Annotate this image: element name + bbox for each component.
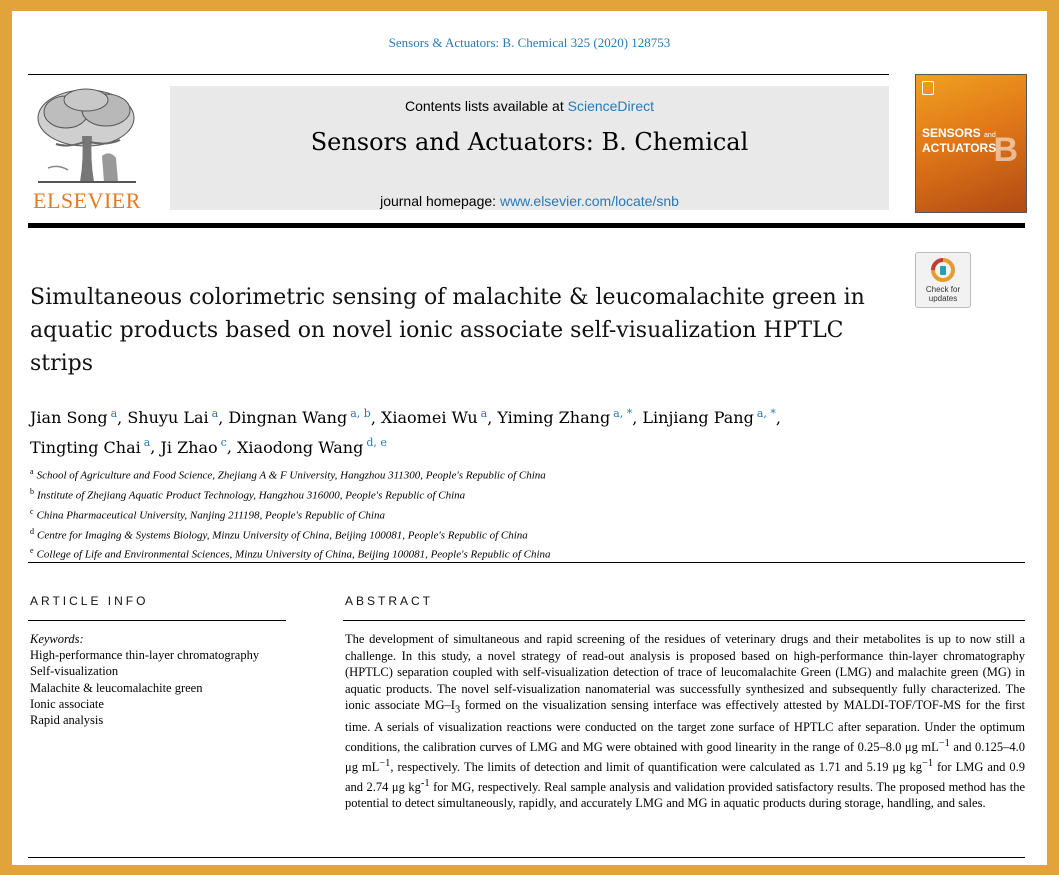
author-affiliation-mark[interactable]: a: [110, 407, 118, 420]
page-bottom-rule: [28, 857, 1025, 858]
journal-homepage-line: journal homepage: www.elsevier.com/locate/snb: [380, 193, 679, 209]
sciencedirect-link[interactable]: ScienceDirect: [567, 98, 654, 114]
info-top-rule: [28, 562, 1025, 563]
affiliation-item: [30, 543, 930, 563]
author[interactable]: [497, 408, 632, 427]
author[interactable]: [30, 438, 150, 457]
journal-header-band: [170, 86, 889, 210]
author-name[interactable]: Ji Zhao: [160, 437, 218, 457]
check-updates-icon: [931, 258, 955, 282]
author-affiliation-mark[interactable]: a, *: [613, 407, 633, 420]
author-affiliation-mark[interactable]: a, b: [350, 407, 371, 420]
affiliation-mark: a: [30, 467, 34, 476]
affiliation-text: School of Agriculture and Food Science, Zhejiang A & F University, Hangzhou 311300, People's Republic of China: [36, 469, 546, 482]
affiliation-item: [30, 504, 930, 524]
affiliation-mark: d: [30, 526, 34, 536]
article-info-rule: [28, 620, 286, 621]
keyword-item: Malachite & leucomalachite green: [30, 680, 203, 695]
author[interactable]: [381, 408, 487, 427]
affiliation-item: [30, 464, 930, 484]
header-top-rule: [28, 74, 889, 75]
check-updates-label: Check for updates: [925, 285, 961, 303]
author-name[interactable]: Xiaodong Wang: [237, 437, 364, 457]
affiliation-text: College of Life and Environmental Sciences, Minzu University of China, Beijing 100081, People's Republic of China: [36, 549, 551, 562]
elsevier-tree-icon: [28, 86, 146, 188]
author-affiliation-mark[interactable]: a: [211, 407, 219, 420]
author-name[interactable]: Jian Song: [30, 408, 108, 428]
author[interactable]: [228, 408, 370, 427]
author-name[interactable]: Shuyu Lai: [127, 408, 209, 428]
author-affiliation-mark[interactable]: c: [220, 436, 227, 450]
journal-citation[interactable]: Sensors & Actuators: B. Chemical 325 (2020) 128753: [388, 35, 671, 50]
keywords-list: [30, 647, 285, 728]
affiliation-mark: e: [30, 546, 34, 556]
author-name[interactable]: Dingnan Wang: [228, 408, 348, 428]
keyword-item: High-performance thin-layer chromatography: [30, 648, 260, 663]
keyword-item: Self-visualization: [30, 664, 119, 679]
affiliation-item: [30, 524, 930, 544]
abstract-text: The development of simultaneous and rapid screening of the residues of veterinary drugs and their metabolites is up to now still a challenge. In this study, a novel strategy of read-out analysis is proposed based on high-performance thin-layer chromatography (HPTLC) separation coupled with self-visualization detection of trace of leucomalachite Green (LMG) and malachite green (MG) in aquatic products. The novel self-visualization nanomaterial was successfully synthesized and subsequently fully characterized. The ionic associate $MG-I_3$ formed on the visualization sensing interface was effectively attested by MALDI-TOF/TOF-MS for the first time. A serials of visualization reactions were conducted on the target zone surface of HPTLC after separation. Under the optimum conditions, the calibration curves of LMG and MG were obtained with good linearity in the range of 0.25–8.0 μg $mL^{-1}$ and 0.125–4.0 μg $mL^{-1}$, respectively. The limits of detection and limit of quantification were calculated as 1.71 and 5.19 μg $kg^{-1}$ for LMG and 0.9 and 2.74 μg $kg^{-1}$ for MG, respectively. Real sample analysis and validation provided satisfactory results. The proposed method has the potential to detect simultaneously, rapidly, and accurately LMG and MG in aquatic products during storage, handling, and sales.: [345, 632, 1026, 811]
author-affiliation-mark[interactable]: a: [143, 436, 151, 450]
contents-line: Contents lists available at ScienceDirect: [404, 98, 654, 114]
affiliation-list: [30, 464, 930, 563]
author[interactable]: [642, 408, 776, 427]
cover-title: SENSORS and ACTUATORS: [922, 126, 997, 155]
journal-title: Sensors and Actuators: B. Chemical: [310, 128, 749, 156]
author-name[interactable]: Linjiang Pang: [642, 408, 754, 428]
check-for-updates-button[interactable]: [915, 252, 971, 308]
author[interactable]: [30, 408, 117, 427]
article-title: Simultaneous colorimetric sensing of malachite & leucomalachite green in aquatic products based on novel ionic associate self-visualization HPTLC strips: [30, 285, 865, 376]
affiliation-text: China Pharmaceutical University, Nanjing 211198, People's Republic of China: [36, 509, 385, 522]
elsevier-logo[interactable]: [28, 86, 146, 214]
affiliation-mark: b: [30, 486, 34, 496]
article-info-heading: ARTICLE INFO: [30, 594, 149, 608]
affiliation-text: Institute of Zhejiang Aquatic Product Technology, Hangzhou 316000, People's Republic of China: [37, 489, 466, 502]
author[interactable]: [160, 438, 226, 457]
author-name[interactable]: Yiming Zhang: [497, 408, 611, 428]
paper-page: [12, 11, 1047, 865]
abstract-rule: [343, 620, 1025, 621]
keywords-block: [30, 631, 285, 728]
keyword-item: Rapid analysis: [30, 713, 104, 728]
affiliation-mark: c: [30, 506, 34, 516]
author[interactable]: [127, 408, 218, 427]
affiliation-item: [30, 484, 930, 504]
journal-homepage-link[interactable]: www.elsevier.com/locate/snb: [499, 193, 679, 209]
author[interactable]: [237, 438, 387, 457]
affiliation-text: Centre for Imaging & Systems Biology, Minzu University of China, Beijing 100081, People's Republic of China: [37, 529, 528, 542]
publisher-name: ELSEVIER: [33, 188, 141, 213]
author-name[interactable]: Tingting Chai: [30, 437, 141, 457]
abstract-heading: ABSTRACT: [345, 594, 434, 608]
author-list: Jian Song $^a$, Shuyu Lai $^a$, Dingnan Wang $^{a, b}$, Xiaomei Wu $^a$, Yiming Zhang $^{a, *}$, Linjiang Pang $^{a, *}$, Tingting Chai $^a$, Ji Zhao $^c$, Xiaodong Wang $^{d, e}$: [30, 407, 782, 457]
author-affiliation-mark[interactable]: d, e: [366, 436, 387, 450]
author-affiliation-mark[interactable]: a: [480, 407, 488, 420]
keywords-label: Keywords:: [30, 632, 84, 646]
cover-publisher-icon: [922, 81, 934, 95]
journal-cover-image[interactable]: [915, 74, 1027, 213]
cover-letter: B: [993, 131, 1018, 169]
header-thick-rule: [28, 223, 1025, 228]
author-affiliation-mark[interactable]: a, *: [756, 407, 776, 420]
author-name[interactable]: Xiaomei Wu: [381, 408, 478, 428]
keyword-item: Ionic associate: [30, 696, 104, 711]
